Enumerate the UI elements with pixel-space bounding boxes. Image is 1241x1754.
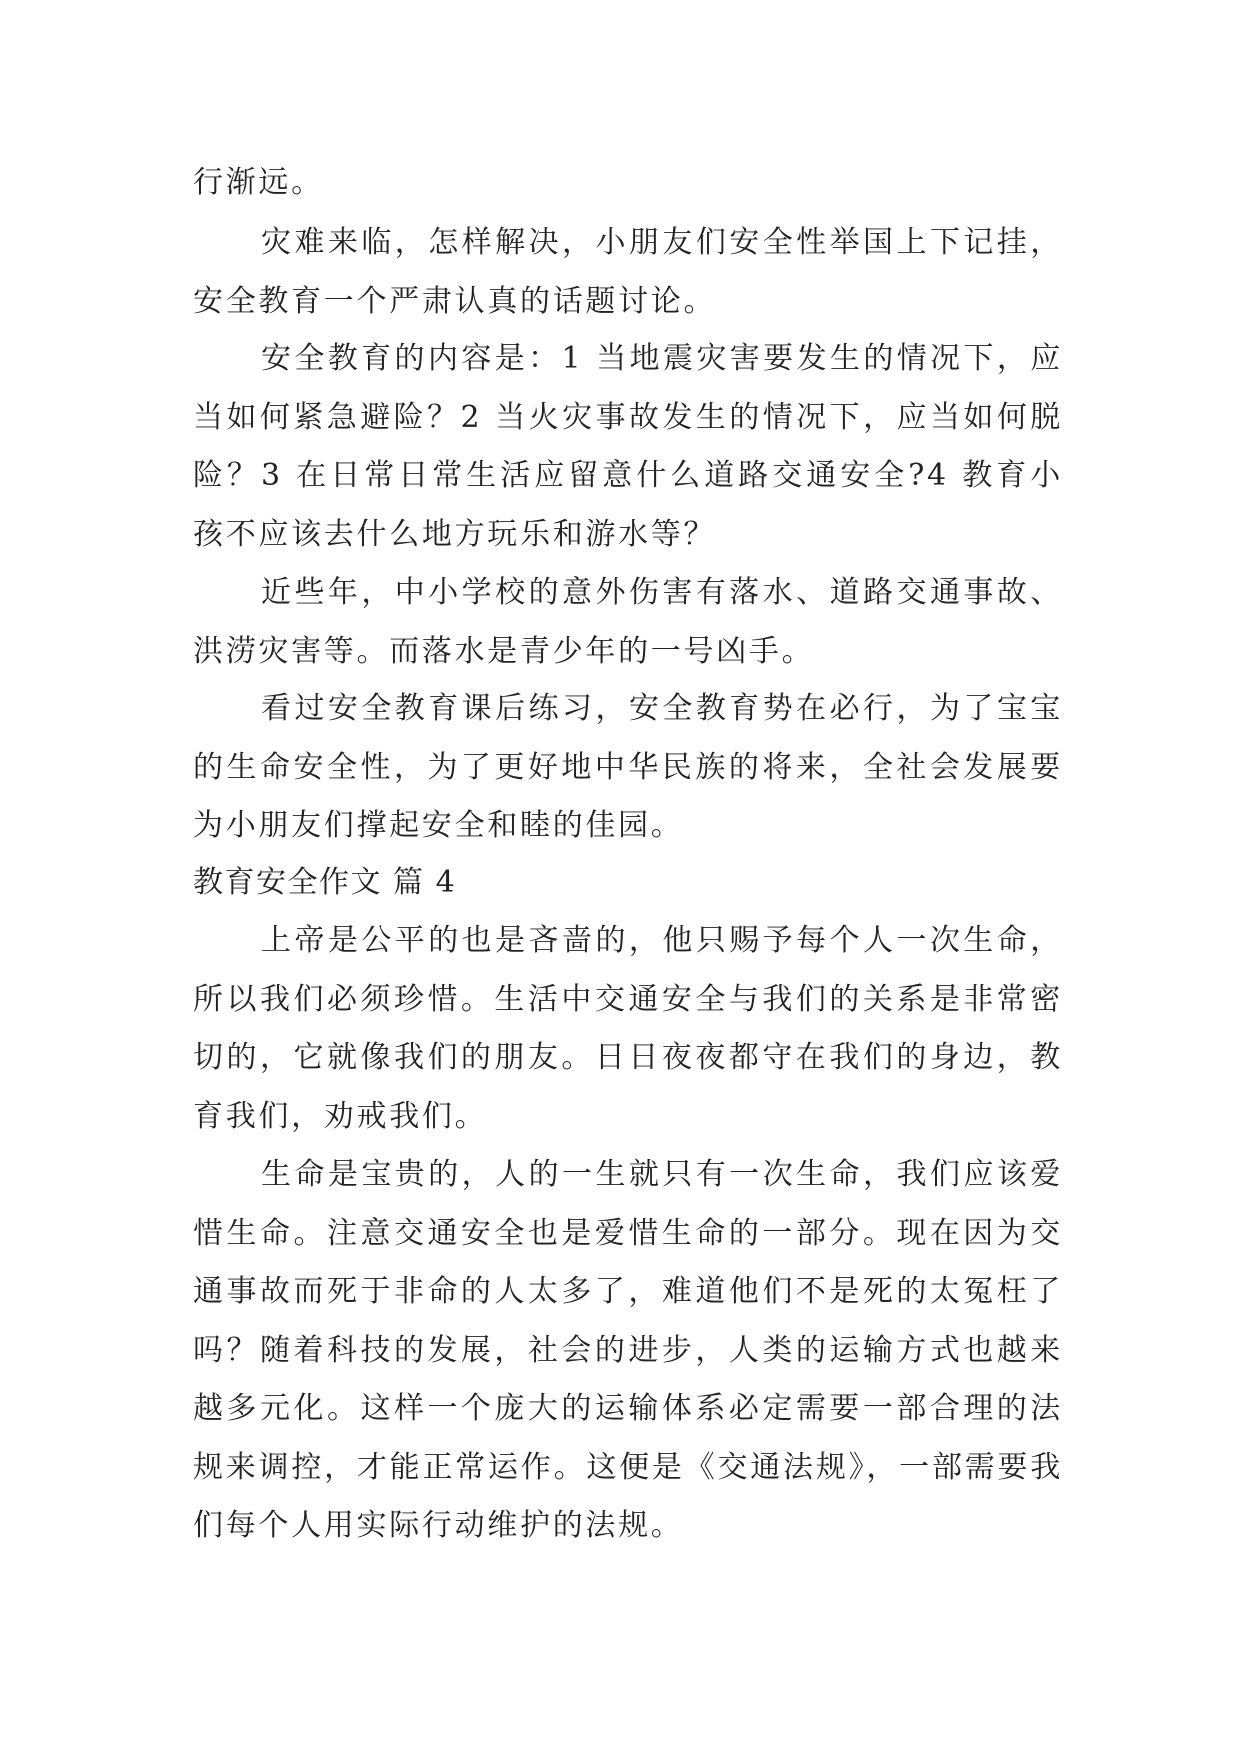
paragraph-content: 安全教育的内容是：1 当地震灾害要发生的情况下，应当如何紧急避险？2 当火灾事故发生的情况下，应当如何脱险？3 在日常日常生活应留意什么道路交通安全?4 教育小孩不应该去什么地方玩乐和游水等？ xyxy=(193,341,1063,552)
section-heading: 教育安全作文 篇 4 xyxy=(193,865,457,900)
paragraph-accidents: 近些年，中小学校的意外伤害有落水、道路交通事故、洪涝灾害等。而落水是青少年的一号凶手。 xyxy=(193,575,1063,669)
paragraph-god: 上帝是公平的也是吝啬的，他只赐予每个人一次生命，所以我们必须珍惜。生活中交通安全与我们的关系是非常密切的，它就像我们的朋友。日日夜夜都守在我们的身边，教育我们，劝戒我们。 xyxy=(193,923,1063,1134)
paragraph-conclusion: 看过安全教育课后练习，安全教育势在必行，为了宝宝的生命安全性，为了更好地中华民族的将来，全社会发展要为小朋友们撑起安全和睦的佳园。 xyxy=(193,691,1063,843)
paragraph-continuation: 行渐远。 xyxy=(193,165,324,200)
paragraph-disaster: 灾难来临，怎样解决，小朋友们安全性举国上下记挂，安全教育一个严肃认真的话题讨论。 xyxy=(193,225,1063,319)
document-page xyxy=(193,0,1063,1754)
paragraph-life: 生命是宝贵的，人的一生就只有一次生命，我们应该爱惜生命。注意交通安全也是爱惜生命的一部分。现在因为交通事故而死于非命的人太多了，难道他们不是死的太冤枉了吗？随着科技的发展，社会的进步，人类的运输方式也越来越多元化。这样一个庞大的运输体系必定需要一部合理的法规来调控，才能正常运作。这便是《交通法规》，一部需要我们每个人用实际行动维护的法规。 xyxy=(193,1157,1063,1543)
